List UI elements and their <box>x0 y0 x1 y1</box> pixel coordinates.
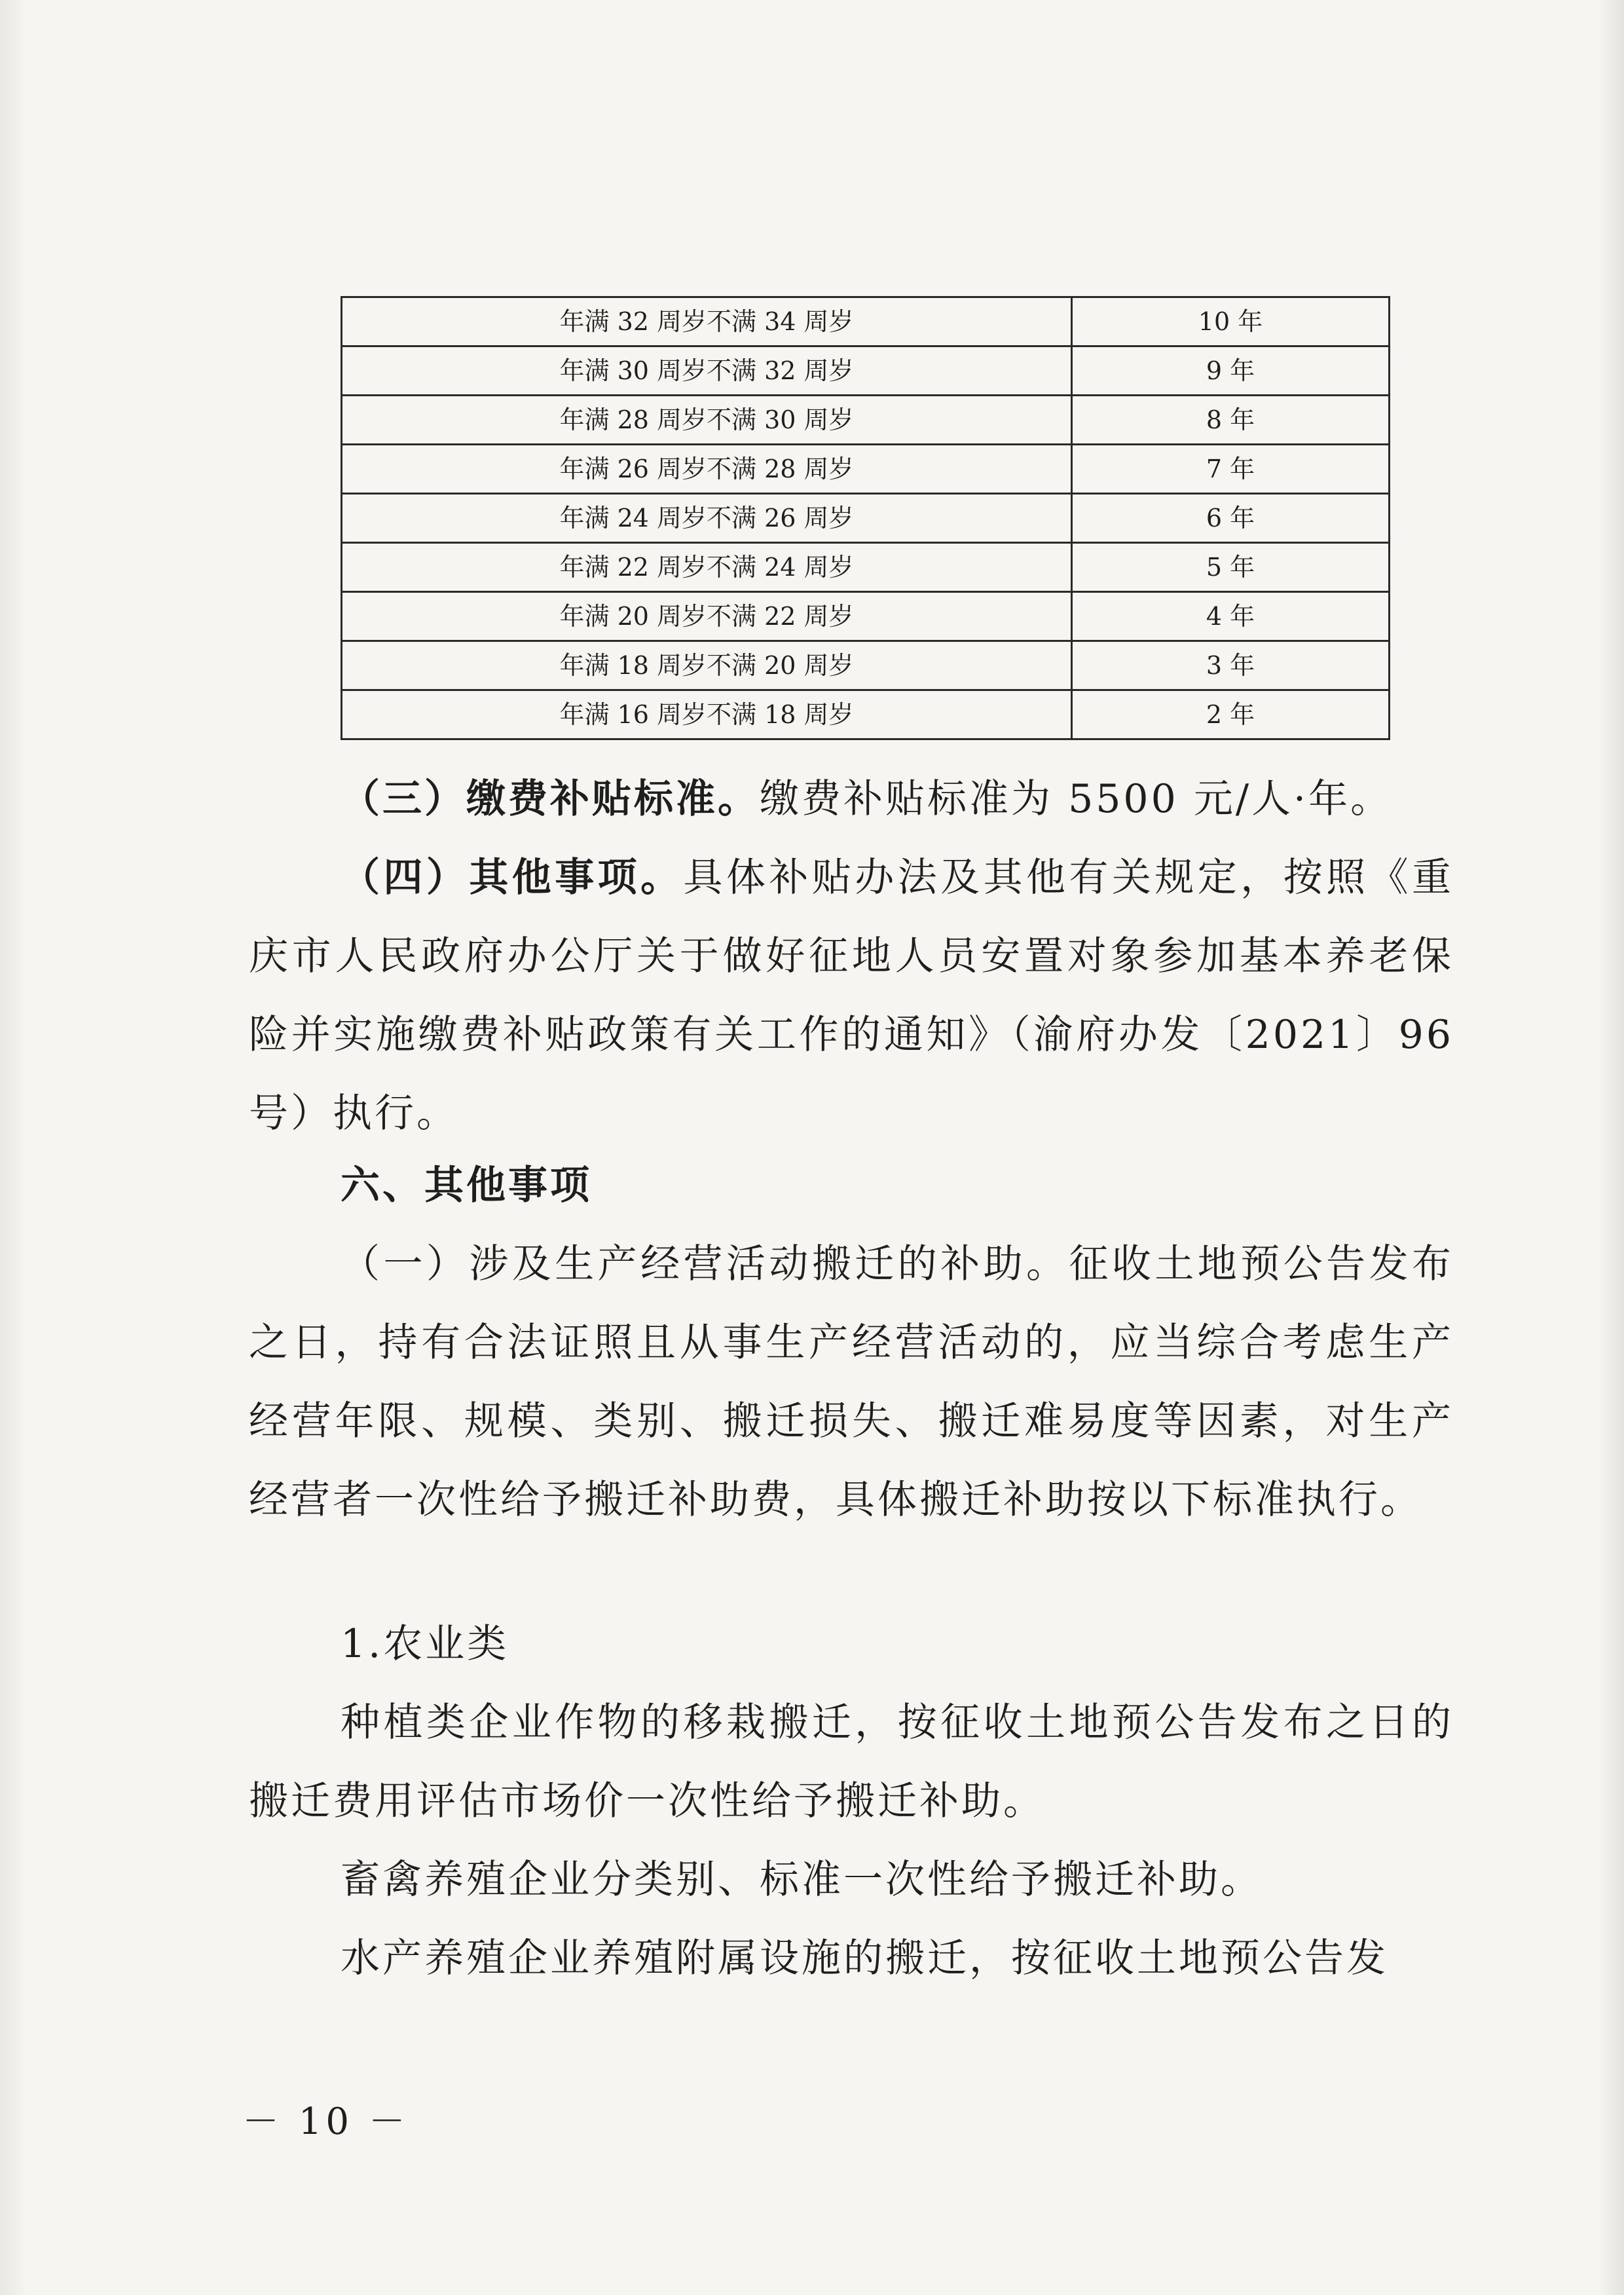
table-row <box>342 494 1390 543</box>
table-row <box>342 641 1390 690</box>
years-cell: 10 年 <box>1072 297 1390 346</box>
paragraph-planting: 种植类企业作物的移栽搬迁，按征收土地预公告发布之日的搬迁费用评估市场价一次性给予搬迁补助。 <box>249 1700 1454 1824</box>
page-number: － 10 － <box>242 2100 409 2143</box>
paragraph-body: 征收土地预公告发布之日，持有合法证照且从事生产经营活动的，应当综合考虑生产经营年限、规模、类别、搬迁损失、搬迁难易度等因素，对生产经营者一次性给予搬迁补助费，具体搬迁补助按以下标准执行。 <box>249 1241 1454 1523</box>
age-range-cell: 年满 30 周岁不满 32 周岁 <box>342 346 1072 396</box>
years-cell: 8 年 <box>1072 396 1390 445</box>
subheading-agriculture: 1.农业类 <box>341 1621 509 1667</box>
years-cell: 2 年 <box>1072 690 1390 739</box>
table-row <box>342 297 1390 346</box>
age-range-cell: 年满 26 周岁不满 28 周岁 <box>342 445 1072 494</box>
paragraph-livestock: 畜禽养殖企业分类别、标准一次性给予搬迁补助。 <box>341 1857 1263 1903</box>
age-range-cell: 年满 28 周岁不满 30 周岁 <box>342 396 1072 445</box>
age-range-cell: 年满 32 周岁不满 34 周岁 <box>342 297 1072 346</box>
table-row <box>342 346 1390 396</box>
paragraph-lead: （一）涉及生产经营活动搬迁的补助。 <box>341 1241 1069 1287</box>
years-cell: 7 年 <box>1072 445 1390 494</box>
age-range-cell: 年满 18 周岁不满 20 周岁 <box>342 641 1072 690</box>
section-heading: 六、其他事项 <box>341 1163 592 1208</box>
years-cell: 9 年 <box>1072 346 1390 396</box>
years-cell: 4 年 <box>1072 592 1390 641</box>
age-range-cell: 年满 20 周岁不满 22 周岁 <box>342 592 1072 641</box>
years-cell: 3 年 <box>1072 641 1390 690</box>
paragraph-body: 缴费补贴标准为 5500 元/人·年。 <box>760 776 1393 822</box>
age-range-cell: 年满 22 周岁不满 24 周岁 <box>342 543 1072 592</box>
age-years-table <box>341 296 1390 740</box>
paragraph-other-matters <box>249 838 1454 1153</box>
age-range-cell: 年满 16 周岁不满 18 周岁 <box>342 690 1072 739</box>
paragraph-aquaculture: 水产养殖企业养殖附属设施的搬迁，按征收土地预公告发 <box>341 1935 1388 1981</box>
paragraph-lead: （三）缴费补贴标准。 <box>341 776 760 822</box>
table-row <box>342 543 1390 592</box>
table-row <box>342 445 1390 494</box>
years-cell: 6 年 <box>1072 494 1390 543</box>
table-row <box>342 396 1390 445</box>
paragraph-body: 具体补贴办法及其他有关规定，按照《重庆市人民政府办公厅关于做好征地人员安置对象参加基本养老保险并实施缴费补贴政策有关工作的通知》（渝府办发〔2021〕96 号）执行。 <box>249 855 1454 1136</box>
table-row <box>342 592 1390 641</box>
paragraph-lead: （四）其他事项。 <box>341 855 684 901</box>
paragraph-relocation-subsidy <box>249 1225 1454 1539</box>
years-cell: 5 年 <box>1072 543 1390 592</box>
paragraph-subsidy-standard <box>249 760 1454 838</box>
age-range-cell: 年满 24 周岁不满 26 周岁 <box>342 494 1072 543</box>
table-row <box>342 690 1390 739</box>
